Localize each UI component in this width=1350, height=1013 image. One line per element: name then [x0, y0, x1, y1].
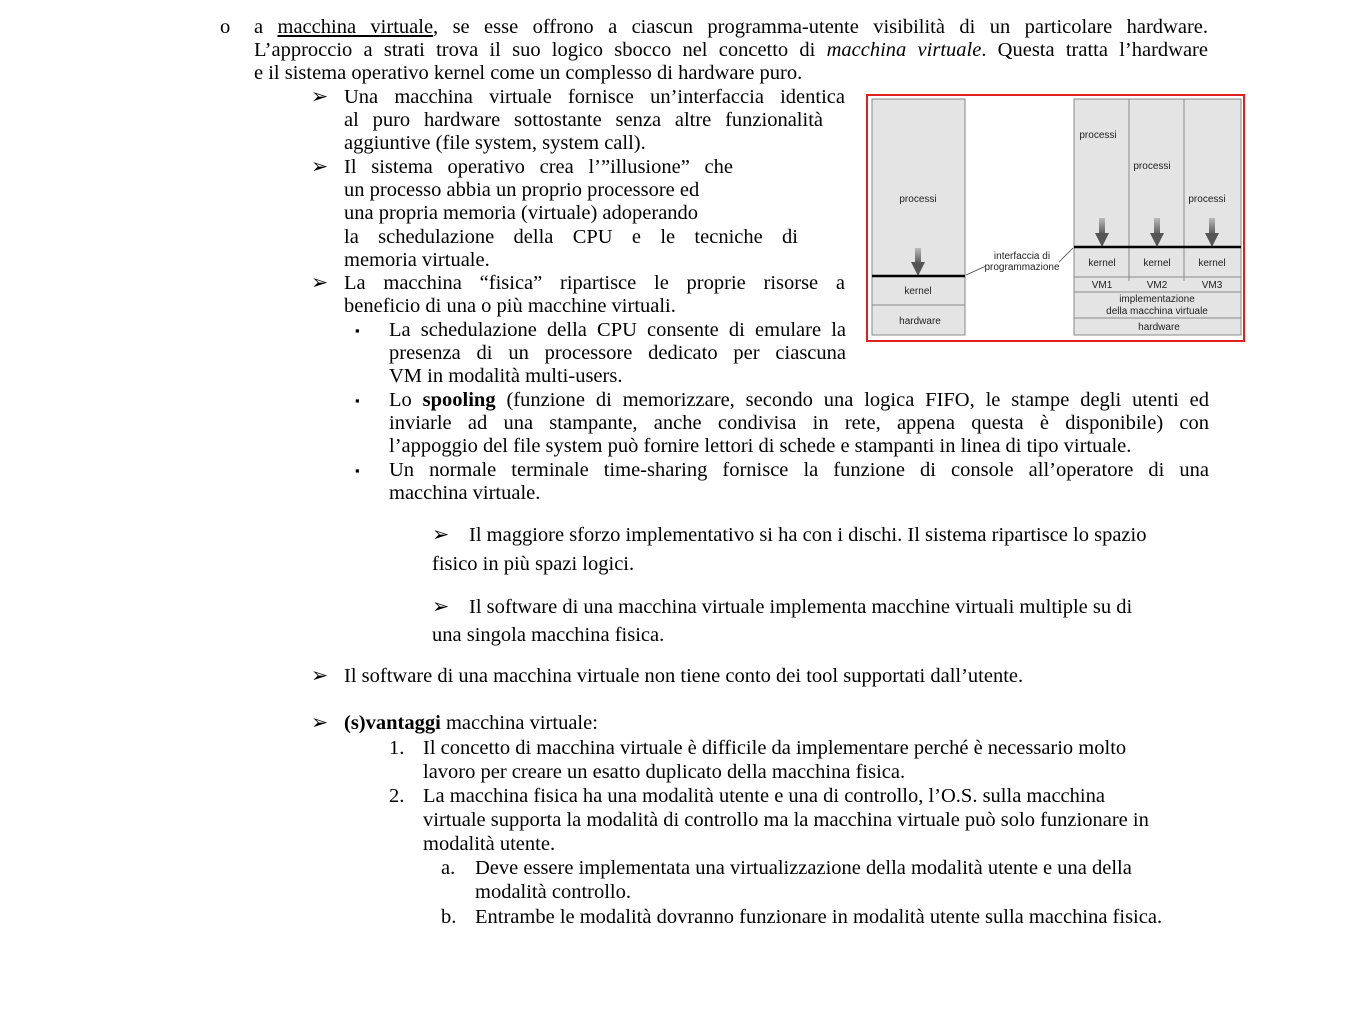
b4-line-1: Il software di una macchina virtuale non tiene conto dei tool supportati dall’utente.	[344, 665, 1024, 687]
macchina-virtuale-term: macchina virtuale	[277, 16, 434, 38]
square-bullet-icon: ▪	[355, 463, 360, 478]
b3-line-2: beneficio di una o più macchine virtuali.	[344, 295, 676, 317]
interface-label-line-1: interfaccia di	[993, 251, 1051, 262]
s3-line-1: Un normale terminale time-sharing fornisce la funzione di console all’operatore di una	[389, 459, 1209, 481]
arrow-bullet-icon: ➢	[432, 596, 450, 618]
a-line-2: modalità controllo.	[475, 881, 631, 903]
b-line-1: Entrambe le modalità dovranno funzionare in modalità utente sulla macchina fisica.	[475, 906, 1163, 928]
vm3-kernel-label: kernel	[1198, 258, 1226, 269]
vm2-arrow-shaft	[1154, 218, 1160, 235]
square-bullet-icon: ▪	[355, 393, 360, 408]
n1-line-2: lavoro per creare un esatto duplicato della macchina fisica.	[423, 761, 906, 783]
s1-line-1: La schedulazione della CPU consente di emulare la	[389, 319, 846, 341]
s2-line-3: l’appoggio del file system può fornire lettori di schede e stampanti in linea di tipo virtuale.	[389, 435, 1132, 457]
vm1-processi-label: processi	[1079, 130, 1117, 141]
vm2-label: VM2	[1146, 280, 1168, 291]
b2-line-4: la schedulazione della CPU e le tecniche di	[344, 226, 798, 248]
intro-line-1: a macchina virtuale, se esse offrono a ciascun programma-utente visibilità di un particolare hardware.	[254, 16, 1208, 38]
p1-line-2: fisico in più spazi logici.	[432, 553, 635, 575]
s2-line-2: inviarle ad una stampante, anche condivisa in rete, appena questa è disponibile) con	[389, 412, 1209, 434]
impl-label-line-2: della macchina virtuale	[1106, 306, 1208, 317]
a-line-1: Deve essere implementata una virtualizzazione della modalità utente e una della	[475, 857, 1132, 879]
letter-marker: a.	[441, 857, 456, 879]
left-machine-box	[872, 99, 965, 335]
s1-line-3: VM in modalità multi-users.	[389, 365, 623, 387]
virtual-machine-diagram	[866, 94, 1245, 342]
number-marker: 2.	[389, 785, 405, 807]
arrow-bullet-icon: ➢	[311, 86, 329, 108]
impl-label-line-1: implementazione	[1119, 294, 1195, 305]
arrow-bullet-icon: ➢	[311, 665, 329, 687]
b2-line-3: una propria memoria (virtuale) adoperando	[344, 202, 699, 224]
vm1-arrow-shaft	[1099, 218, 1105, 235]
vm1-label: VM1	[1091, 280, 1113, 291]
interface-pointer-right	[1059, 248, 1073, 262]
n2-line-3: modalità utente.	[423, 833, 556, 855]
vm3-label: VM3	[1201, 280, 1223, 291]
b2-line-2: un processo abbia un proprio processore ed	[344, 179, 700, 201]
vm2-kernel-label: kernel	[1143, 258, 1171, 269]
n2-line-1: La macchina fisica ha una modalità utente e una di controllo, l’O.S. sulla macchina	[423, 785, 1105, 807]
left-kernel-label: kernel	[904, 286, 932, 297]
s2-line-1: Lo spooling (funzione di memorizzare, secondo una logica FIFO, le stampe degli utenti ed	[389, 389, 1209, 411]
n1-line-1: Il concetto di macchina virtuale è difficile da implementare perché è necessario molto	[423, 737, 1127, 759]
b1-line-2: al puro hardware sottostante senza altre funzionalità	[344, 109, 823, 131]
arrow-bullet-icon: ➢	[311, 712, 329, 734]
p2-line-1: Il software di una macchina virtuale implementa macchine virtuali multiple su di	[469, 596, 1133, 618]
interface-pointer-left	[966, 266, 986, 275]
left-arrow-shaft	[915, 248, 921, 264]
s1-line-2: presenza di un processore dedicato per ciascuna	[389, 342, 846, 364]
vm1-kernel-label: kernel	[1088, 258, 1116, 269]
b1-line-3: aggiuntive (file system, system call).	[344, 132, 646, 154]
arrow-bullet-icon: ➢	[311, 272, 329, 294]
b5-line-1: (s)vantaggi macchina virtuale:	[344, 712, 598, 734]
number-marker: 1.	[389, 737, 405, 759]
circle-bullet: o	[220, 16, 231, 38]
b1-line-1: Una macchina virtuale fornisce un’interfaccia identica	[344, 86, 845, 108]
arrow-bullet-icon: ➢	[432, 524, 450, 546]
b2-line-1: Il sistema operativo crea l’”illusione” che	[344, 156, 733, 178]
p2-line-2: una singola macchina fisica.	[432, 624, 665, 646]
vm3-processi-label: processi	[1188, 194, 1226, 205]
interface-label-line-2: programmazione	[984, 262, 1060, 273]
vm3-arrow-shaft	[1209, 218, 1215, 235]
letter-marker: b.	[441, 906, 457, 928]
s3-line-2: macchina virtuale.	[389, 482, 541, 504]
right-hardware-label: hardware	[1138, 322, 1180, 333]
vm2-processi-label: processi	[1133, 161, 1171, 172]
arrow-bullet-icon: ➢	[311, 156, 329, 178]
b2-line-5: memoria virtuale.	[344, 249, 490, 271]
svantaggi-term: (s)vantaggi	[344, 712, 441, 734]
p1-line-1: Il maggiore sforzo implementativo si ha con i dischi. Il sistema ripartisce lo spazio	[469, 524, 1147, 546]
spooling-term: spooling	[422, 389, 496, 411]
n2-line-2: virtuale supporta la modalità di controllo ma la macchina virtuale può solo funzionare in	[423, 809, 1149, 831]
square-bullet-icon: ▪	[355, 323, 360, 338]
left-hardware-label: hardware	[899, 316, 941, 327]
intro-line-2: L’approccio a strati trova il suo logico sbocco nel concetto di macchina virtuale. Questa tratta l’hardware	[254, 39, 1208, 61]
left-processi-label: processi	[899, 194, 937, 205]
b3-line-1: La macchina “fisica” ripartisce le proprie risorse a	[344, 272, 845, 294]
intro-line-3: e il sistema operativo kernel come un complesso di hardware puro.	[254, 62, 803, 84]
diagram-svg	[868, 96, 1243, 340]
